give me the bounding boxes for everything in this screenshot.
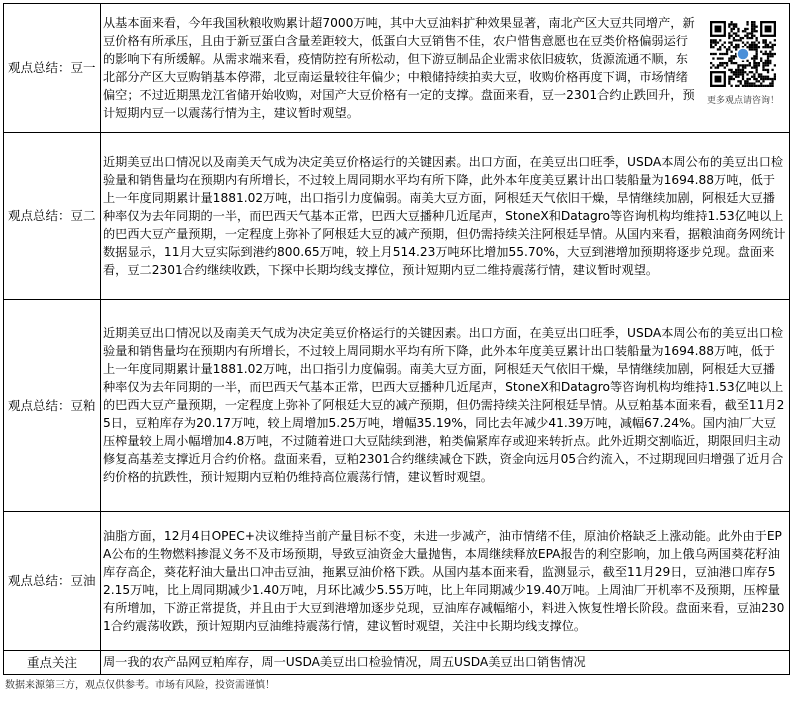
row-text: 近期美豆出口情况以及南美天气成为决定美豆价格运行的关键因素。出口方面，在美豆出口旺季，USDA本周公布的美豆出口检验量和销售量均在预期内有所增长，不过较上周同期水平均有所下降，此外本年度美豆累计出口装船量为1694.88万吨，低于上一年度同期累计量1881.02万吨，出口指引力度偏弱。南美大豆方面，阿根廷天气依旧干燥，旱情继续加剧，阿根廷大豆播种率仅为去年同期的一半，而巴西天气基本正常，巴西大豆播种几近尾声，StoneX和Datagro等咨询机构均维持1.53亿吨以上的巴西大豆产量预期，一定程度上弥补了阿根廷大豆的减产预期，但仍需持续关注阿根廷旱情。从国内来看，据粮油商务网统计数据显示，11月大豆实际到港约800.65万吨，较上月514.23万吨环比增加55.70%，大豆到港增加预期将逐步兑现。盘面来看，豆二2301合约继续收跌，下探中长期均线支撑位，预计短期内豆二维持震荡行情，建议暂时观望。 — [101, 133, 790, 300]
table-row — [4, 512, 790, 651]
qr-code-icon — [710, 21, 776, 87]
row-label: 观点总结：豆粕 — [4, 300, 101, 512]
row-label: 观点总结：豆油 — [4, 512, 101, 651]
row-content-cell — [101, 4, 790, 133]
summary-table — [3, 3, 790, 675]
row-label: 观点总结：豆一 — [4, 4, 101, 133]
disclaimer-footer: 数据来源第三方，观点仅供参考。市场有风险，投资需谨慎！ — [5, 680, 275, 691]
table-row — [4, 300, 790, 512]
row-text: 近期美豆出口情况以及南美天气成为决定美豆价格运行的关键因素。出口方面，在美豆出口旺季，USDA本周公布的美豆出口检验量和销售量均在预期内有所增长，不过较上周同期水平均有所下降，此外本年度美豆累计出口装船量为1694.88万吨，低于上一年度同期累计量1881.02万吨，出口指引力度偏弱。南美大豆方面，阿根廷天气依旧干燥，旱情继续加剧，阿根廷大豆播种率仅为去年同期的一半，而巴西天气基本正常，巴西大豆播种几近尾声，StoneX和Datagro等咨询机构均维持1.53亿吨以上的巴西大豆产量预期，一定程度上弥补了阿根廷大豆的减产预期，但仍需持续关注阿根廷旱情。从豆粕基本面来看，截至11月25日，豆粕库存为20.17万吨，较上周增加5.25万吨，增幅35.19%，同比去年减少41.39万吨，减幅67.24%。国内油厂大豆压榨量较上周小幅增加4.8万吨，不过随着进口大豆陆续到港，粕类偏紧库存或迎来转折点。此外近期交割临近，期限回归主动修复高基差支撑近月合约价格。盘面来看，豆粕2301合约继续减仓下跌，资金向远月05合约流入，不过期现回归增强了近月合约价格的抗跌性，预计短期内豆粕仍维持高位震荡行情，建议暂时观望。 — [101, 300, 790, 512]
row-text: 从基本面来看，今年我国秋粮收购累计超7000万吨，其中大豆油料扩种效果显著，南北产区大豆共同增产，新豆价格有所承压，且由于新豆蛋白含量差距较大，低蛋白大豆销售不佳，农户惜售意愿也在豆类价格偏弱运行的影响下有所缓解。从需求端来看，疫情防控有所松动，但下游豆制品企业需求依旧疲软，货源流通不顺，东北部分产区大豆购销基本停滞，北豆南运量较往年偏少；中粮储持续拍卖大豆，收购价格再度下调，市场情绪偏空；不过近期黑龙江省储开始收购，对国产大豆价格有一定的支撑。盘面来看，豆一2301合约止跌回升，预计短期内豆一以震荡行情为主，建议暂时观望。 — [103, 15, 695, 120]
table-row — [4, 4, 790, 133]
row-text: 油脂方面，12月4日OPEC+决议维持当前产量目标不变，未进一步减产，油市情绪不佳，原油价格缺乏上涨动能。此外由于EPA公布的生物燃料掺混义务不及市场预期，导致豆油资金大量抛售，本周继续释放EPA报告的利空影响，加上俄乌两国葵花籽油库存高企，葵花籽油大量出口冲击豆油，拖累豆油价格下跌。从国内基本面来看，监测显示，截至11月29日，豆油港口库存52.15万吨，比上周同期减少1.40万吨，月环比减少5.55万吨，比上年同期减少19.40万吨。上周油厂开机率不及预期，压榨量有所增加，下游正常提货，并且由于大豆到港增加逐步兑现，豆油库存减幅缩小，料进入恢复性增长阶段。盘面来看，豆油2301合约震荡收跌，预计短期内豆油维持震荡行情，建议暂时观望，关注中长期均线支撑位。 — [101, 512, 790, 651]
qr-caption: 更多观点请咨询！ — [706, 95, 779, 106]
key-focus-label: 重点关注 — [4, 651, 101, 675]
table-row — [4, 133, 790, 300]
key-focus-text: 周一我的农产品网豆粕库存，周一USDA美豆出口检验情况，周五USDA美豆出口销售情况 — [101, 651, 790, 675]
row-label: 观点总结：豆二 — [4, 133, 101, 300]
key-focus-row — [4, 651, 790, 675]
qr-block — [697, 13, 789, 124]
